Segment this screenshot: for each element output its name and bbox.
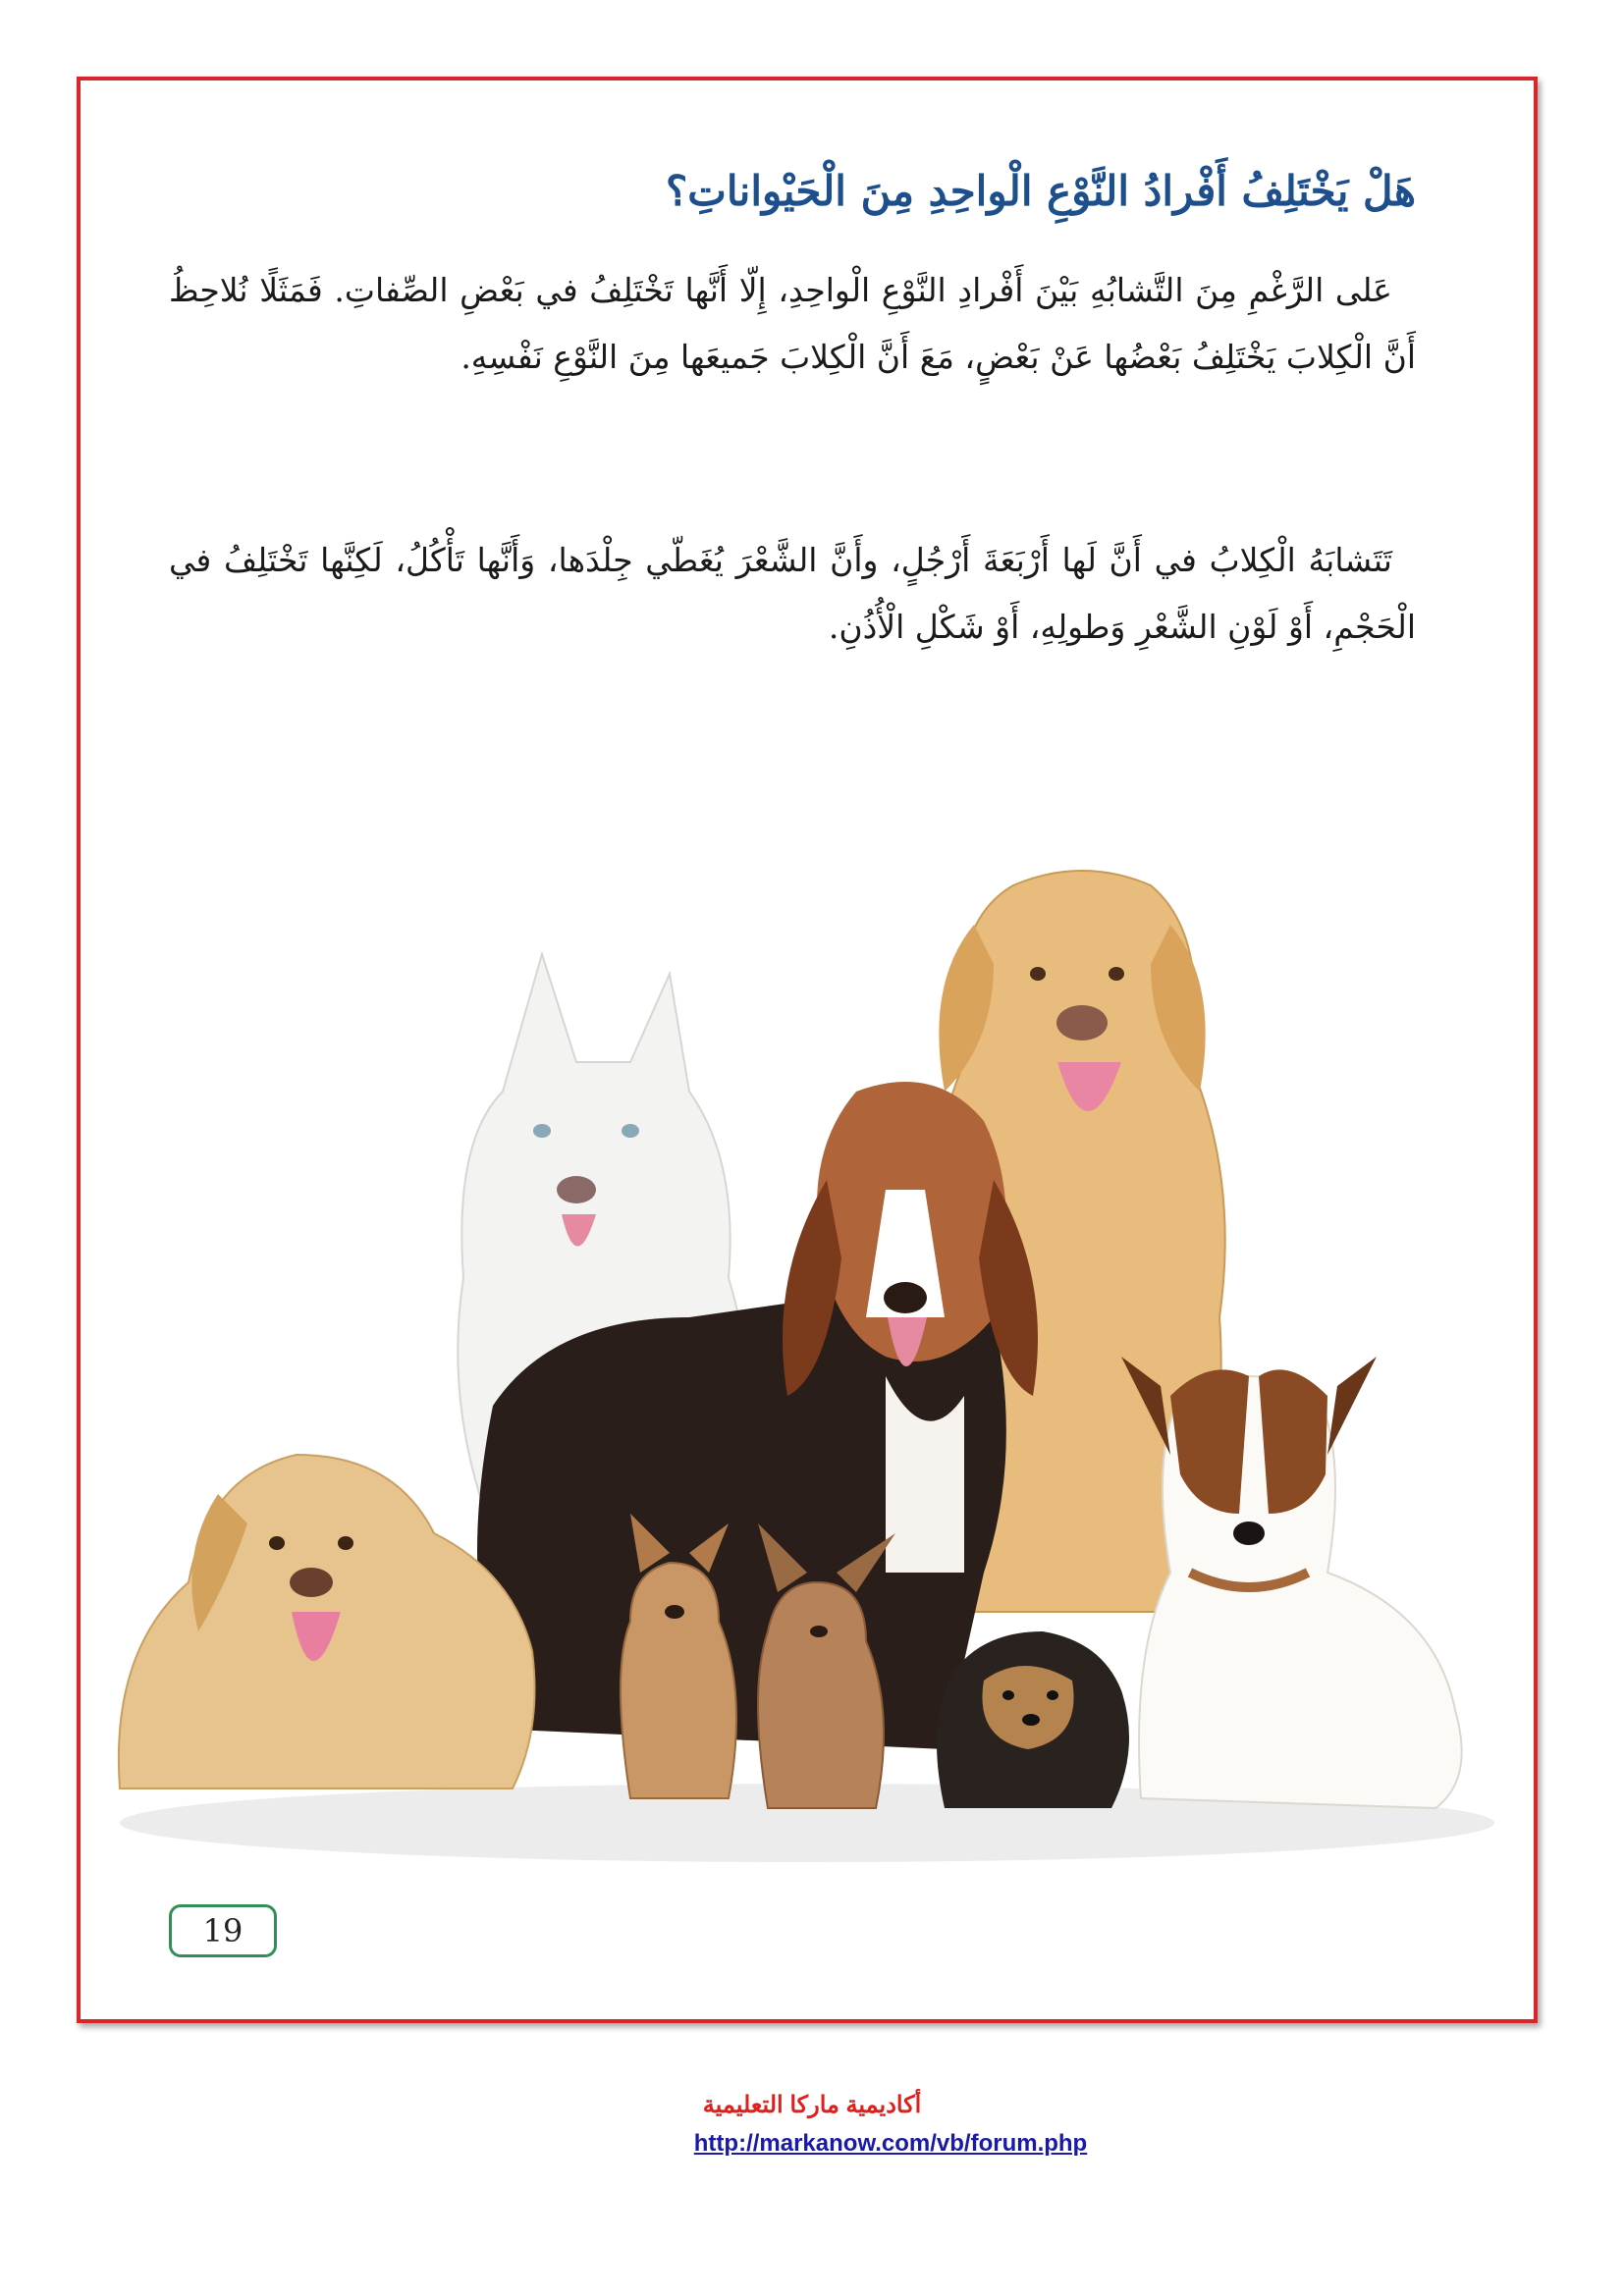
dogs-photo <box>81 768 1534 1867</box>
footer-forum-link[interactable]: http://markanow.com/vb/forum.php <box>693 2130 1088 2157</box>
jack-russell-terrier <box>1121 1357 1462 1808</box>
footer-academy-name: أكاديمية ماركا التعليمية <box>702 2092 922 2118</box>
paragraph-1: عَلى الرَّغْمِ مِنَ التَّشابُهِ بَيْنَ أَفْرادِ النَّوْعِ الْواحِدِ، إِلّا أَنَّها تَخْتَلِفُ في بَعْضِ الصِّفاتِ. فَمَثَلًا نُلاحِظُ أَنَّ الْكِلابَ يَخْتَلِفُ بَعْضُها عَنْ بَعْضٍ، مَعَ أَنَّ الْكِلابَ جَميعَها مِنَ النَّوْعِ نَفْسِهِ. <box>169 271 1416 376</box>
lesson-heading: هَلْ يَخْتَلِفُ أَفْرادُ النَّوْعِ الْواحِدِ مِنَ الْحَيْواناتِ؟ <box>666 167 1416 215</box>
page-frame <box>77 77 1538 2023</box>
page-number: 19 <box>169 1904 277 1957</box>
yorkshire-puppy <box>937 1631 1129 1808</box>
paragraph-2: تَتَشابَهُ الْكِلابُ في أَنَّ لَها أَرْبَعَةَ أَرْجُلٍ، وأَنَّ الشَّعْرَ يُغَطّي جِلْدَها، وَأَنَّها تَأْكُلُ، لَكِنَّها تَخْتَلِفُ في الْحَجْمِ، أَوْ لَوْنِ الشَّعْرِ وَطولِهِ، أَوْ شَكْلِ الْأُذُنِ. <box>169 541 1416 646</box>
labrador-puppy <box>119 1455 535 1789</box>
